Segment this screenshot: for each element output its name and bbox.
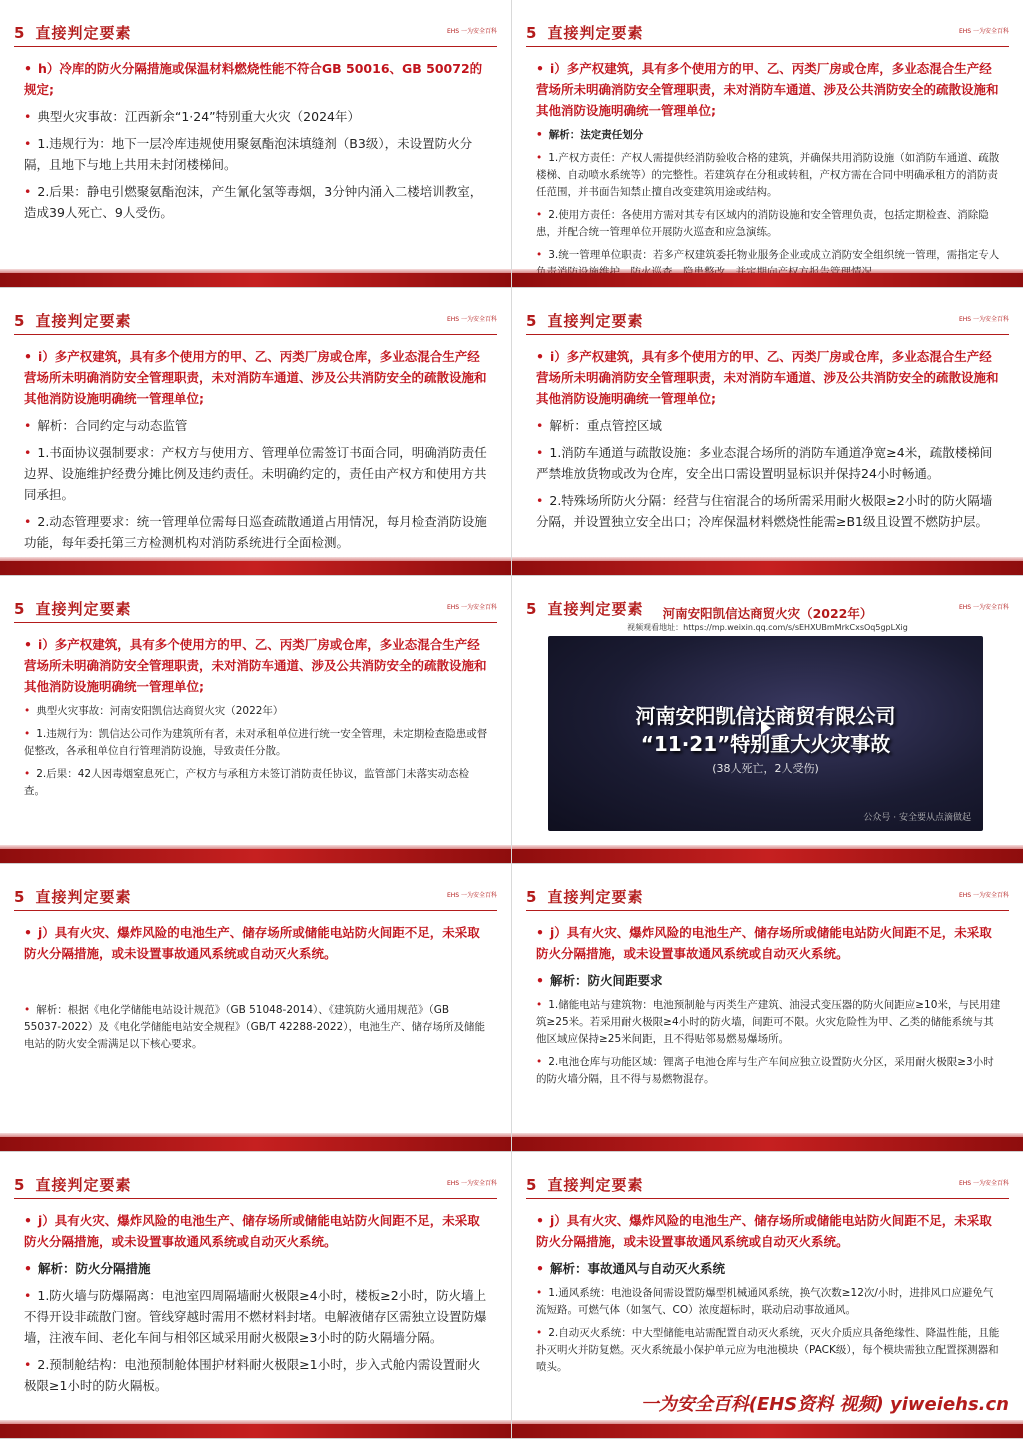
section-heading: 5 直接判定要素 [14, 600, 132, 618]
slide-body [24, 634, 489, 806]
logo: EHS 一为安全百科 [958, 316, 1009, 323]
point-2: • 2.预制舱结构：电池预制舱体围护材料耐火极限≥1小时，步入式舱内需设置耐火极限≥1小时的防火隔板。 [24, 1354, 489, 1396]
logo: EHS 一为安全百科 [446, 892, 497, 899]
criterion-text: • i）多产权建筑，具有多个使用方的甲、乙、丙类厂房或仓库，多业态混合生产经营场所未明确消防安全管理职责，未对消防车通道、涉及公共消防安全的疏散设施和其他消防设施明确统一管理单位; [24, 346, 489, 409]
slide-2 [512, 0, 1023, 288]
point-2: • 2.特殊场所防火分隔：经营与住宿混合的场所需采用耐火极限≥2小时的防火隔墙分隔，并设置独立安全出口；冷库保温材料燃烧性能需≥B1级且设置不燃防护层。 [536, 490, 1001, 532]
slide-footer-band [0, 849, 511, 863]
criterion-text: • h）冷库的防火分隔措施或保温材料燃烧性能不符合GB 50016、GB 50072的规定; [24, 58, 489, 100]
video-link[interactable]: 视频观看地址：https://mp.weixin.qq.com/s/sEHXUBmMrkCxsOq5gpLXig [627, 623, 908, 632]
point-2: • 2.自动灭火系统：中大型储能电站需配置自动灭火系统，灭火介质应具备绝缘性、降温性能，且能扑灭明火并防复燃。灭火系统最小保护单元应为电池模块（PACK级），每个模块需独立配置探测器和喷头。 [536, 1325, 1001, 1376]
point-1: • 1.防火墙与防爆隔离：电池室四周隔墙耐火极限≥4小时，楼板≥2小时，防火墙上不得开设非疏散门窗。管线穿越时需用不燃材料封堵。电解液储存区需独立设置防爆墙，注液车间、老化车间与相邻区域采用耐火极限≥3小时的防火隔墙分隔。 [24, 1285, 489, 1348]
slide-body [536, 1210, 1001, 1382]
slide-footer-band [512, 561, 1023, 575]
point-1: • 1.产权方责任：产权人需提供经消防验收合格的建筑，并确保共用消防设施（如消防车通道、疏散楼梯、自动喷水系统等）的完整性。若建筑存在分租或转租，产权方需在合同中明确承租方的消防责任范围，并书面告知禁止擅自改变建筑用途或结构。 [536, 150, 1001, 201]
slide-body [24, 922, 489, 1059]
analysis-title: • 解析：防火间距要求 [536, 970, 1001, 991]
consequence-text: • 2.后果：静电引燃聚氨酯泡沫，产生氰化氢等毒烟，3分钟内涌入二楼培训教室，造成39人死亡、9人受伤。 [24, 181, 489, 223]
analysis-title: • 解析：合同约定与动态监管 [24, 415, 489, 436]
heading-rule [14, 334, 497, 335]
section-heading: 5 直接判定要素 [14, 1176, 132, 1194]
slide-9 [0, 1152, 511, 1439]
heading-rule [526, 910, 1009, 911]
criterion-text: • i）多产权建筑，具有多个使用方的甲、乙、丙类厂房或仓库，多业态混合生产经营场所未明确消防安全管理职责，未对消防车通道、涉及公共消防安全的疏散设施和其他消防设施明确统一管理单位; [536, 346, 1001, 409]
criterion-text: • i）多产权建筑，具有多个使用方的甲、乙、丙类厂房或仓库，多业态混合生产经营场所未明确消防安全管理职责，未对消防车通道、涉及公共消防安全的疏散设施和其他消防设施明确统一管理单位; [24, 634, 489, 697]
point-1: • 1.书面协议强制要求：产权方与使用方、管理单位需签订书面合同，明确消防责任边界、设施维护经费分摊比例及违约责任。未明确约定的，责任由产权方和使用方共同承担。 [24, 442, 489, 505]
logo: EHS 一为安全百科 [446, 604, 497, 611]
consequence-text: • 2.后果：42人因毒烟窒息死亡，产权方与承租方未签订消防责任协议，监管部门未落实动态检查。 [24, 766, 489, 800]
slide-8 [512, 864, 1023, 1152]
analysis-title: • 解析：重点管控区域 [536, 415, 1001, 436]
point-2: • 2.使用方责任：各使用方需对其专有区域内的消防设施和安全管理负责，包括定期检查、消除隐患，并配合统一管理单位开展防火巡查和应急演练。 [536, 207, 1001, 241]
slide-body [24, 346, 489, 559]
play-icon[interactable] [761, 721, 771, 735]
logo: EHS 一为安全百科 [958, 1180, 1009, 1187]
video-title: 河南安阳凯信达商贸火灾（2022年） [662, 606, 873, 621]
slide-footer-band [0, 561, 511, 575]
heading-rule [14, 910, 497, 911]
video-line-3: (38人死亡，2人受伤) [712, 762, 819, 775]
video-watermark: 公众号 · 安全要从点滴做起 [863, 813, 971, 823]
analysis-text: • 解析：根据《电化学储能电站设计规范》（GB 51048-2014）、《建筑防火通用规范》（GB 55037-2022）及《电化学储能电站安全规程》（GB/T 42288-2022），电池生产、储存场所及储能电站的防火安全需满足以下核心要求。 [24, 1002, 489, 1053]
slide-footer-band [512, 273, 1023, 287]
section-heading: 5 直接判定要素 [526, 24, 644, 42]
slide-footer-band [0, 1137, 511, 1151]
video-line-2: “11·21”特别重大火灾事故 [640, 732, 891, 756]
case-title: • 典型火灾事故：江西新余“1·24”特别重大火灾（2024年） [24, 106, 489, 127]
video-player[interactable] [548, 636, 983, 831]
case-title: • 典型火灾事故：河南安阳凯信达商贸火灾（2022年） [24, 703, 489, 720]
point-1: • 1.通风系统：电池设备间需设置防爆型机械通风系统，换气次数≥12次/小时，进排风口应避免气流短路。可燃气体（如氢气、CO）浓度超标时，联动启动事故通风。 [536, 1285, 1001, 1319]
slide-5 [0, 576, 511, 864]
analysis-title: • 解析：防火分隔措施 [24, 1258, 489, 1279]
logo: EHS 一为安全百科 [958, 604, 1009, 611]
criterion-text: • j）具有火灾、爆炸风险的电池生产、储存场所或储能电站防火间距不足，未采取防火分隔措施，或未设置事故通风系统或自动灭火系统。 [536, 922, 1001, 964]
slide-4 [512, 288, 1023, 576]
heading-rule [526, 1198, 1009, 1199]
slide-1 [0, 0, 511, 288]
section-heading: 5 直接判定要素 [526, 1176, 644, 1194]
violation-text: • 1.违规行为：地下一层冷库违规使用聚氨酯泡沫填缝剂（B3级），未设置防火分隔，且地下与地上共用未封闭楼梯间。 [24, 133, 489, 175]
logo: EHS 一为安全百科 [446, 1180, 497, 1187]
section-heading: 5 直接判定要素 [526, 888, 644, 906]
slide-footer-band [512, 849, 1023, 863]
logo: EHS 一为安全百科 [446, 28, 497, 35]
section-heading: 5 直接判定要素 [14, 312, 132, 330]
heading-rule [526, 46, 1009, 47]
slide-body [24, 58, 489, 229]
slide-7 [0, 864, 511, 1152]
violation-text: • 1.违规行为：凯信达公司作为建筑所有者，未对承租单位进行统一安全管理，未定期检查隐患或督促整改，各承租单位自行管理消防设施，导致责任分散。 [24, 726, 489, 760]
video-line-1: 河南安阳凯信达商贸有限公司 [635, 704, 896, 728]
analysis-title: • 解析：法定责任划分 [536, 127, 1001, 144]
heading-rule [14, 46, 497, 47]
slide-body [24, 1210, 489, 1402]
criterion-text: • j）具有火灾、爆炸风险的电池生产、储存场所或储能电站防火间距不足，未采取防火分隔措施，或未设置事故通风系统或自动灭火系统。 [536, 1210, 1001, 1252]
site-watermark: 一为安全百科(EHS资料 视频) yiweiehs.cn [640, 1394, 1009, 1415]
point-3: • 3.统一管理单位职责：若多产权建筑委托物业服务企业或成立消防安全组织统一管理，需指定专人 [536, 247, 1001, 281]
criterion-text: • j）具有火灾、爆炸风险的电池生产、储存场所或储能电站防火间距不足，未采取防火分隔措施，或未设置事故通风系统或自动灭火系统。 [24, 1210, 489, 1252]
slide-body [536, 346, 1001, 538]
analysis-title: • 解析：事故通风与自动灭火系统 [536, 1258, 1001, 1279]
point-1: • 1.消防车通道与疏散设施：多业态混合场所的消防车通道净宽≥4米，疏散楼梯间严禁堆放货物或改为仓库，安全出口需设置明显标识并保持24小时畅通。 [536, 442, 1001, 484]
heading-rule [14, 1198, 497, 1199]
section-heading: 5 直接判定要素 [526, 600, 644, 618]
section-heading: 5 直接判定要素 [14, 24, 132, 42]
slide-body [536, 58, 1001, 287]
section-heading: 5 直接判定要素 [526, 312, 644, 330]
slide-footer-band [512, 1137, 1023, 1151]
slide-body [536, 922, 1001, 1094]
heading-rule [14, 622, 497, 623]
point-1: • 1.储能电站与建筑物：电池预制舱与丙类生产建筑、油浸式变压器的防火间距应≥10米，与民用建筑≥25米。若采用耐火极限≥4小时的防火墙，间距可不限。火灾危险性为甲、乙类的储能系统与其他区域应保持≥25米间距，且不得贴邻易燃易爆场所。 [536, 997, 1001, 1048]
logo: EHS 一为安全百科 [958, 892, 1009, 899]
slide-footer-band [512, 1424, 1023, 1438]
criterion-text: • j）具有火灾、爆炸风险的电池生产、储存场所或储能电站防火间距不足，未采取防火分隔措施，或未设置事故通风系统或自动灭火系统。 [24, 922, 489, 964]
point-2: • 2.动态管理要求：统一管理单位需每日巡查疏散通道占用情况，每月检查消防设施功能，每年委托第三方检测机构对消防系统进行全面检测。 [24, 511, 489, 553]
slide-footer-band [0, 1424, 511, 1438]
heading-rule [526, 334, 1009, 335]
criterion-text: • i）多产权建筑，具有多个使用方的甲、乙、丙类厂房或仓库，多业态混合生产经营场所未明确消防安全管理职责，未对消防车通道、涉及公共消防安全的疏散设施和其他消防设施明确统一管理单位; [536, 58, 1001, 121]
logo: EHS 一为安全百科 [958, 28, 1009, 35]
slide-footer-band [0, 273, 511, 287]
section-heading: 5 直接判定要素 [14, 888, 132, 906]
point-2: • 2.电池仓库与功能区域：锂离子电池仓库与生产车间应独立设置防火分区，采用耐火极限≥3小时的防火墙分隔，且不得与易燃物混存。 [536, 1054, 1001, 1088]
logo: EHS 一为安全百科 [446, 316, 497, 323]
slide-10 [512, 1152, 1023, 1439]
slide-3 [0, 288, 511, 576]
slide-6 [512, 576, 1023, 864]
